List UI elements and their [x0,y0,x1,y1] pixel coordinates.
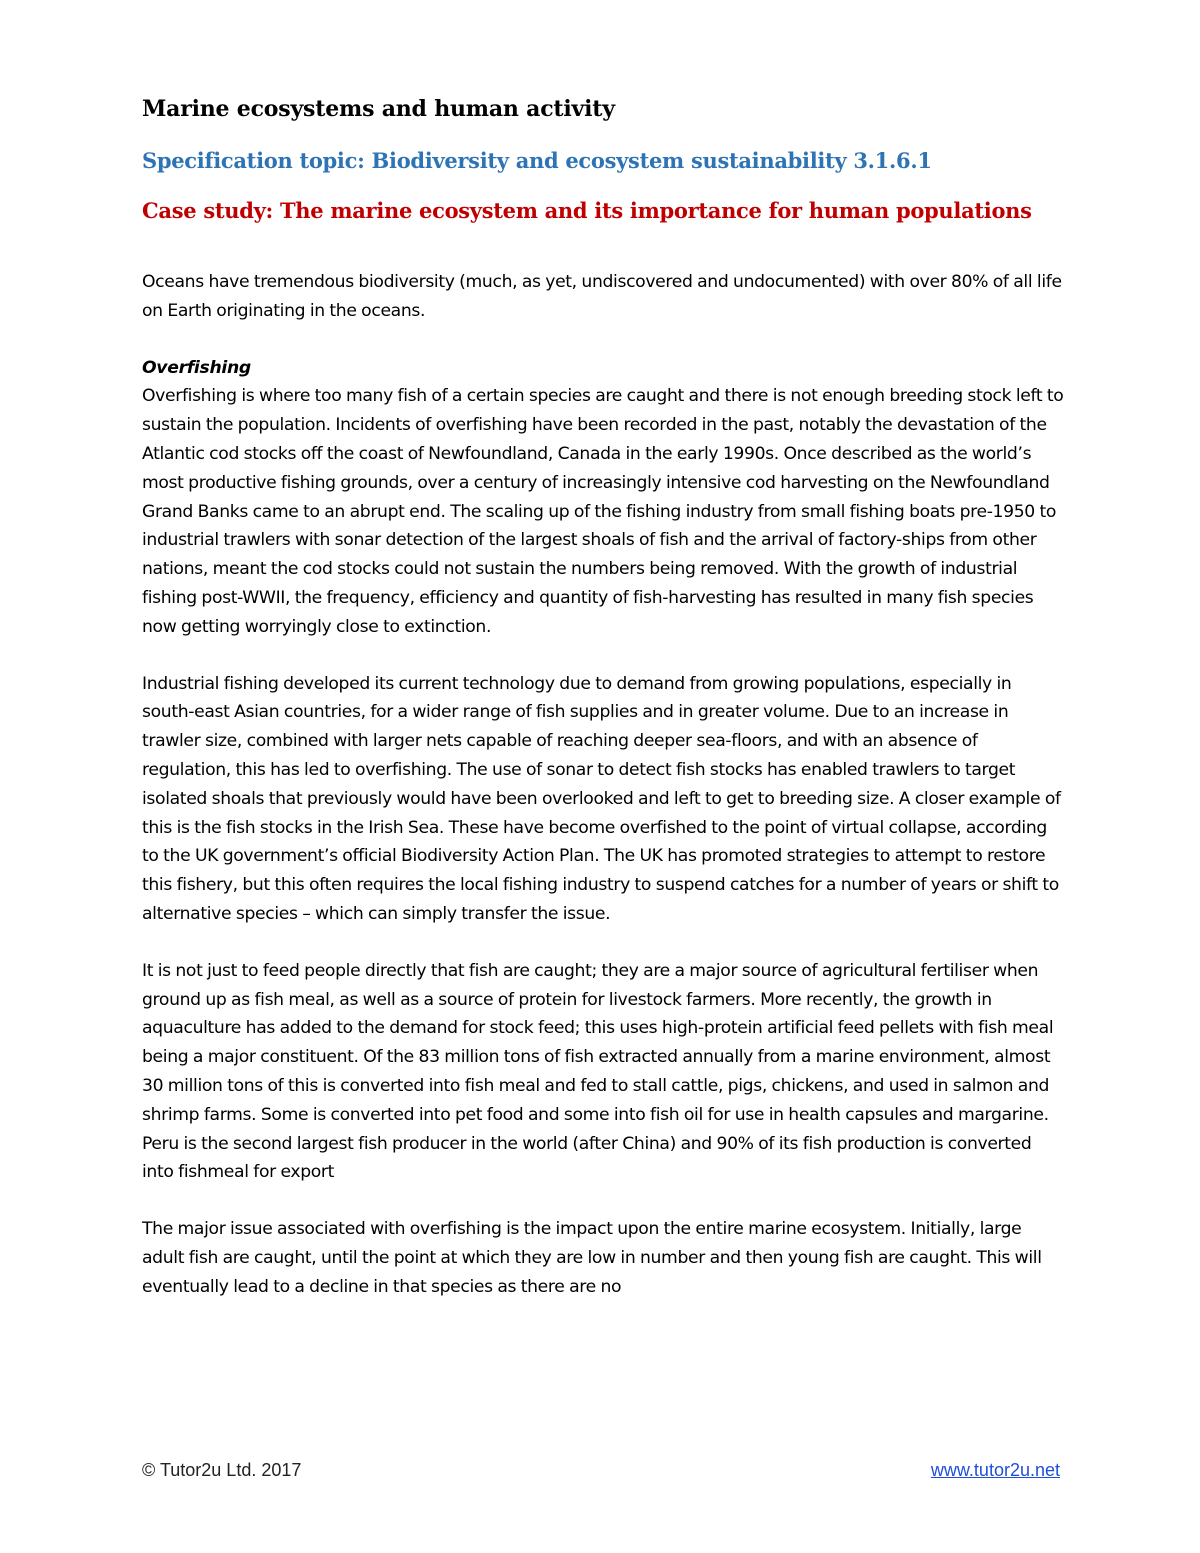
paragraph-industrial-fishing: Industrial fishing developed its current technology due to demand from growing populations, especially in south-east Asian countries, for a wider range of fish supplies and in greater volume. Due to an increase in trawler size, combined with larger nets capable of reaching deeper sea-floors, and with an absence of regulation, this has led to overfishing. The use of sonar to detect fish stocks has enabled trawlers to target isolated shoals that previously would have been overlooked and left to get to breeding size. A closer example of this is the fish stocks in the Irish Sea. These have become overfished to the point of virtual collapse, according to the UK government’s official Biodiversity Action Plan. The UK has promoted strategies to attempt to restore this fishery, but this often requires the local fishing industry to suspend catches for a number of years or shift to alternative species – which can simply transfer the issue. [142,673,1061,924]
document-content [142,92,1067,1302]
document-title: Marine ecosystems and human activity [142,96,615,122]
footer-website-link[interactable]: www.tutor2u.net [930,1460,1060,1480]
intro-paragraph: Oceans have tremendous biodiversity (much, as yet, undiscovered and undocumented) with over 80% of all life on Earth originating in the oceans. [142,272,1062,321]
footer-copyright: © Tutor2u Ltd. 2017 [142,1460,302,1480]
specification-topic-heading: Specification topic: Biodiversity and ecosystem sustainability 3.1.6.1 [142,148,932,173]
paragraph-ecosystem-impact: The major issue associated with overfishing is the impact upon the entire marine ecosystem. Initially, large adult fish are caught, until the point at which they are low in number and then young fish are caught. This will eventually lead to a decline in that species as there are no [142,1219,1042,1297]
paragraph-fish-meal: It is not just to feed people directly that fish are caught; they are a major source of agricultural fertiliser when ground up as fish meal, as well as a source of protein for livestock farmers. More recently, the growth in aquaculture has added to the demand for stock feed; this uses high-protein artificial feed pellets with fish meal being a major constituent. Of the 83 million tons of fish extracted annually from a marine environment, almost 30 million tons of this is converted into fish meal and fed to stall cattle, pigs, chickens, and used in salmon and shrimp farms. Some is converted into pet food and some into fish oil for use in health capsules and margarine. Peru is the second largest fish producer in the world (after China) and 90% of its fish production is converted into fishmeal for export [142,960,1054,1183]
paragraph-overfishing-definition: Overfishing is where too many fish of a certain species are caught and there is not enough breeding stock left to sustain the population. Incidents of overfishing have been recorded in the past, notably the devastation of the Atlantic cod stocks off the coast of Newfoundland, Canada in the early 1990s. Once described as the world’s most productive fishing grounds, over a century of increasingly intensive cod harvesting on the Newfoundland Grand Banks came to an abrupt end. The scaling up of the fishing industry from small fishing boats pre-1950 to industrial trawlers with sonar detection of the largest shoals of fish and the arrival of factory-ships from other nations, meant the cod stocks could not sustain the numbers being removed. With the growth of industrial fishing post-WWII, the frequency, efficiency and quantity of fish-harvesting has resulted in many fish species now getting worryingly close to extinction. [142,386,1064,637]
case-study-heading: Case study: The marine ecosystem and its importance for human populations [142,198,1032,223]
overfishing-subheading: Overfishing [142,357,251,378]
